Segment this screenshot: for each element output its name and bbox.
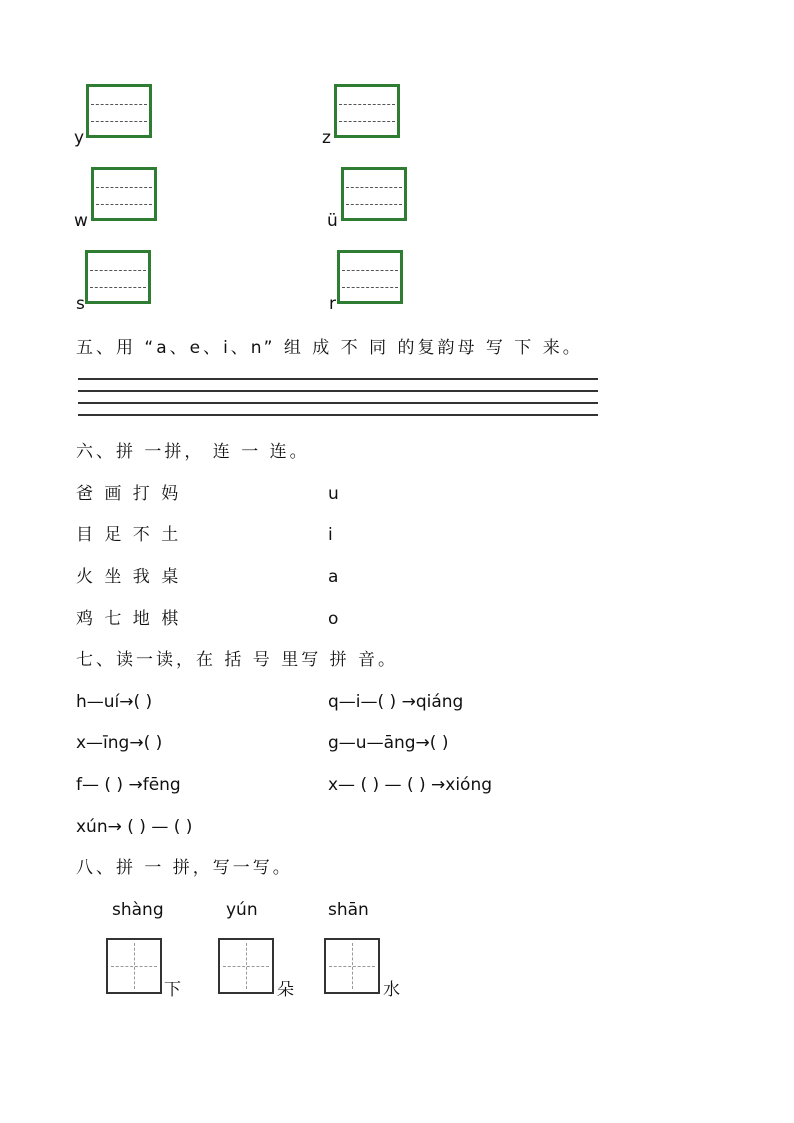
q5-writing-lines[interactable]	[78, 378, 598, 418]
q8-suffix-1: 下	[164, 980, 181, 1000]
q6-title: 六、拼 一拼， 连 一 连。	[76, 442, 310, 462]
q6-letter-u: u	[328, 484, 339, 504]
q7-row-1-left[interactable]: h—uí→( )	[76, 692, 153, 712]
q8-pinyin-shang: shàng	[112, 900, 164, 920]
q7-row-2-right[interactable]: g—u—āng→( )	[328, 733, 449, 753]
copy-box-s[interactable]	[85, 250, 151, 304]
q8-tian-box-2[interactable]	[218, 938, 274, 994]
q8-suffix-3: 水	[383, 980, 400, 1000]
copy-letter-w: w	[74, 211, 88, 231]
q8-suffix-2: 朵	[277, 980, 294, 1000]
copy-letter-z: z	[322, 128, 331, 148]
copy-box-w[interactable]	[91, 167, 157, 221]
q8-pinyin-shan: shān	[328, 900, 369, 920]
copy-letter-s: s	[76, 294, 85, 314]
q8-pinyin-yun: yún	[226, 900, 258, 920]
copy-box-y[interactable]	[86, 84, 152, 138]
copy-letter-y: y	[74, 128, 85, 148]
q8-tian-box-3[interactable]	[324, 938, 380, 994]
q6-letter-o: o	[328, 609, 339, 629]
q8-tian-box-1[interactable]	[106, 938, 162, 994]
copy-box-u-umlaut[interactable]	[341, 167, 407, 221]
q5-title: 五、用 “a、e、i、n” 组 成 不 同 的复韵母 写 下 来。	[76, 338, 583, 358]
q7-row-3-left[interactable]: f— ( ) →fēng	[76, 775, 181, 795]
q6-chars-row-4: 鸡 七 地 棋	[76, 609, 182, 629]
q6-chars-row-2: 目 足 不 土	[76, 525, 182, 545]
q6-letter-i: i	[328, 525, 333, 545]
copy-box-r[interactable]	[337, 250, 403, 304]
q6-chars-row-3: 火 坐 我 桌	[76, 567, 182, 587]
q7-row-2-left[interactable]: x—īng→( )	[76, 733, 163, 753]
q7-row-4-left[interactable]: xún→ ( ) — ( )	[76, 817, 193, 837]
q6-letter-a: a	[328, 567, 339, 587]
q8-title: 八、拼 一 拼，写一写。	[76, 858, 293, 878]
q7-title: 七、读一读，在 括 号 里写 拼 音。	[76, 650, 399, 670]
q6-chars-row-1: 爸 画 打 妈	[76, 484, 182, 504]
copy-box-z[interactable]	[334, 84, 400, 138]
q7-row-3-right[interactable]: x— ( ) — ( ) →xióng	[328, 775, 493, 795]
copy-letter-r: r	[329, 294, 336, 314]
q7-row-1-right[interactable]: q—i—( ) →qiáng	[328, 692, 464, 712]
copy-letter-u-umlaut: ü	[327, 211, 338, 231]
